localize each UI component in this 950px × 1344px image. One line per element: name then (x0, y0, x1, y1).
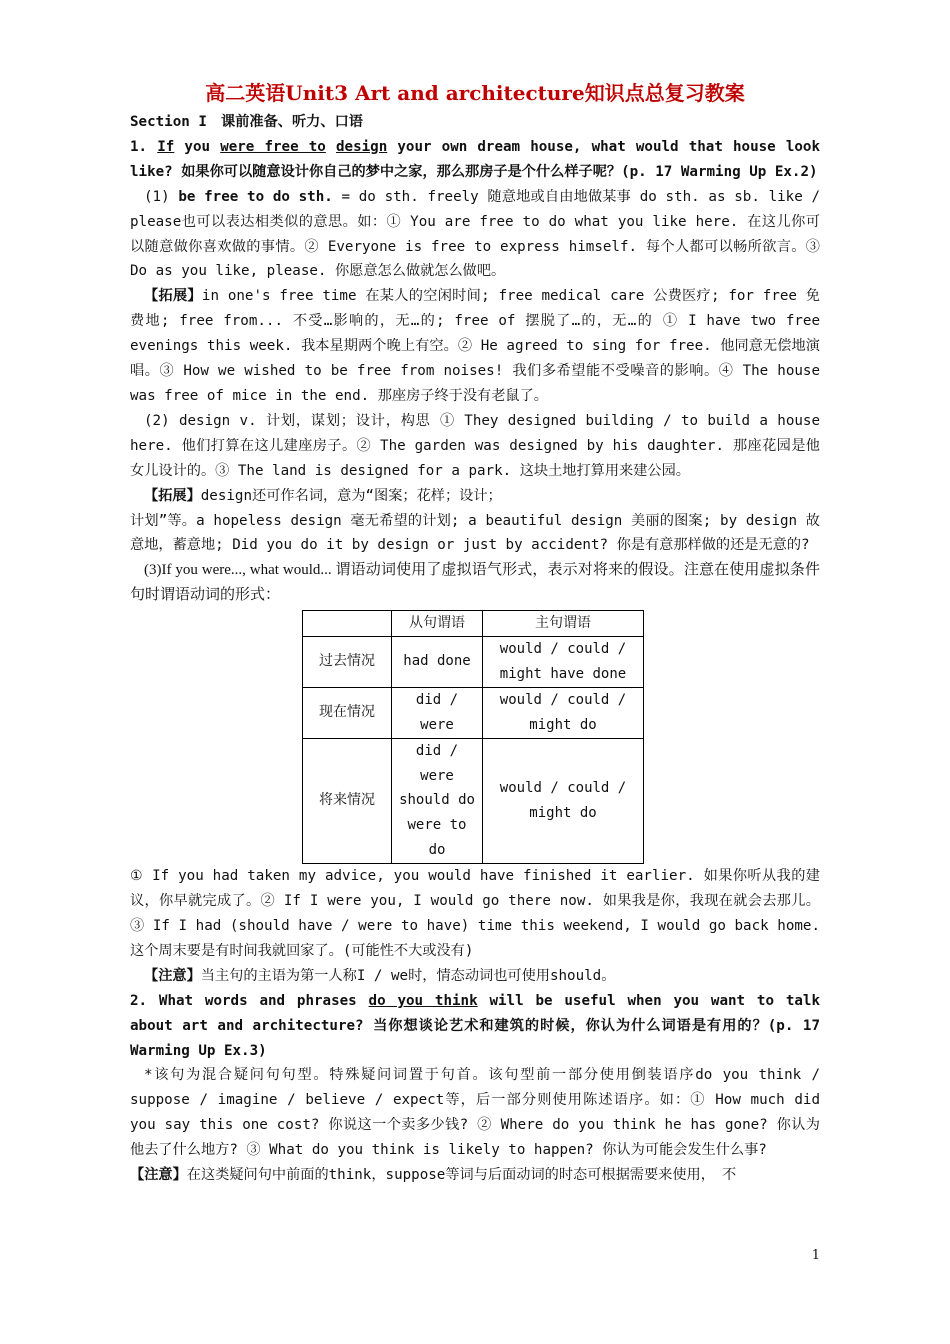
underlined-do-you-think: do you think (368, 992, 478, 1009)
extension-tag: 【拓展】 (144, 288, 202, 305)
examples-paragraph: ① If you had taken my advice, you would have finished it earlier. 如果你听从我的建议，你早就完成了。② If I were you, I would go there now. 如果我是你，我现在就会去那儿。③ If I had (should have / were to have) time this weekend, I would go back home. 这个周末要是有时间我就回家了。(可能性不大或没有) (130, 868, 820, 959)
row-label: 过去情况 (303, 637, 392, 688)
main-predicate: would / could / might do (483, 738, 644, 864)
table-row (303, 687, 644, 738)
conditional-tense-table (302, 610, 644, 864)
extension-1-paragraph: 【拓展】in one's free time 在某人的空闲时间; free medical care 公费医疗; for free 免费地; free from... 不受…影响的，无…的; free of 摆脱了…的，无…的 ① I have two free evenings this week. 我本星期两个晚上有空。② He agreed to sing for free. 他同意无偿地演唱。③ How we wished to be free from noises! 我们多希望能不受噪音的影响。④ The house was free of mice in the end. 那座房子终于没有老鼠了。 (130, 288, 820, 404)
item-2-question: 2. What words and phrases do you think will be useful when you want to talk about art and architecture? 当你想谈论艺术和建筑的时候，你认为什么词语是有用的？(p. 17 Warming Up Ex.3) (130, 992, 821, 1059)
point-3-paragraph: (3)If you were..., what would... 谓语动词使用了虚拟语气形式，表示对将来的假设。注意在使用虚拟条件句时谓语动词的形式： (130, 562, 820, 604)
note-2-paragraph: 【注意】在这类疑问句中前面的think，suppose等词与后面动词的时态可根据需要来使用， 不 (130, 1167, 737, 1184)
main-predicate: would / could / might do (483, 687, 644, 738)
mixed-question-paragraph: *该句为混合疑问句句型。特殊疑问词置于句首。该句型前一部分使用倒装语序do you think / suppose / imagine / believe / expect等，后一部分则使用陈述语序。如：① How much did you say this one cost? 你说这一个卖多少钱? ② Where do you think he has gone? 你认为他去了什么地方? ③ What do you think is likely to happen? 你认为可能会发生什么事? (130, 1067, 820, 1159)
note-tag: 【注意】 (130, 1167, 187, 1184)
underlined-were-free-to: were free to (220, 138, 326, 155)
document-title: 高二英语Unit3 Art and architecture知识点总复习教案 (205, 81, 745, 105)
note-tag: 【注意】 (144, 967, 201, 984)
phrase-be-free-to: be free to do sth. (178, 188, 333, 205)
clause-predicate: had done (392, 637, 483, 688)
row-label: 现在情况 (303, 687, 392, 738)
table-header-cell: 从句谓语 (392, 611, 483, 637)
point-2-paragraph: (2) design v. 计划，谋划；设计，构思 ① They designed building / to build a house here. 他们打算在这儿建座房子。② The garden was designed by his daughter. 那座花园是他女儿设计的。③ The land is designed for a park. 这块土地打算用来建公园。 (130, 412, 820, 479)
note-1-paragraph: 【注意】当主句的主语为第一人称I / we时，情态动词也可使用should。 (144, 967, 616, 984)
extension-tag: 【拓展】 (144, 487, 201, 504)
table-header-row (303, 611, 644, 637)
extension-2-paragraph: 【拓展】design还可作名词，意为“图案；花样；设计； (144, 487, 502, 504)
item-1-question: 1. If you were free to design your own dream house, what would that house look like? 如果你可以随意设计你自己的梦中之家，那么那房子是个什么样子呢？(p. 17 Warming Up Ex.2) (130, 138, 821, 180)
table-header-cell: 主句谓语 (483, 611, 644, 637)
main-predicate: would / could / might have done (483, 637, 644, 688)
page-number: 1 (811, 1248, 820, 1263)
underlined-design: design (335, 138, 388, 155)
table-header-cell (303, 611, 392, 637)
document-page (130, 78, 820, 1188)
extension-2-continuation: 计划”等。a hopeless design 毫无希望的计划; a beautiful design 美丽的图案; by design 故意地，蓄意地; Did you do it by design or just by accident? 你是有意那样做的还是无意的? (130, 512, 820, 554)
clause-predicate: did / were should do were to do (392, 738, 483, 864)
section-heading: Section I 课前准备、听力、口语 (130, 114, 363, 130)
underlined-if: If (157, 138, 175, 155)
table-row (303, 738, 644, 864)
row-label: 将来情况 (303, 738, 392, 864)
clause-predicate: did / were (392, 687, 483, 738)
table-row (303, 637, 644, 688)
point-1-paragraph: (1) be free to do sth. = do sth. freely 随意地或自由地做某事 do sth. as sb. like / please也可以表达相类似的意思。如：① You are free to do what you like here. 在这儿你可以随意做你喜欢做的事情。② Everyone is free to express himself. 每个人都可以畅所欲言。③ Do as you like, please. 你愿意怎么做就怎么做吧。 (130, 188, 820, 280)
